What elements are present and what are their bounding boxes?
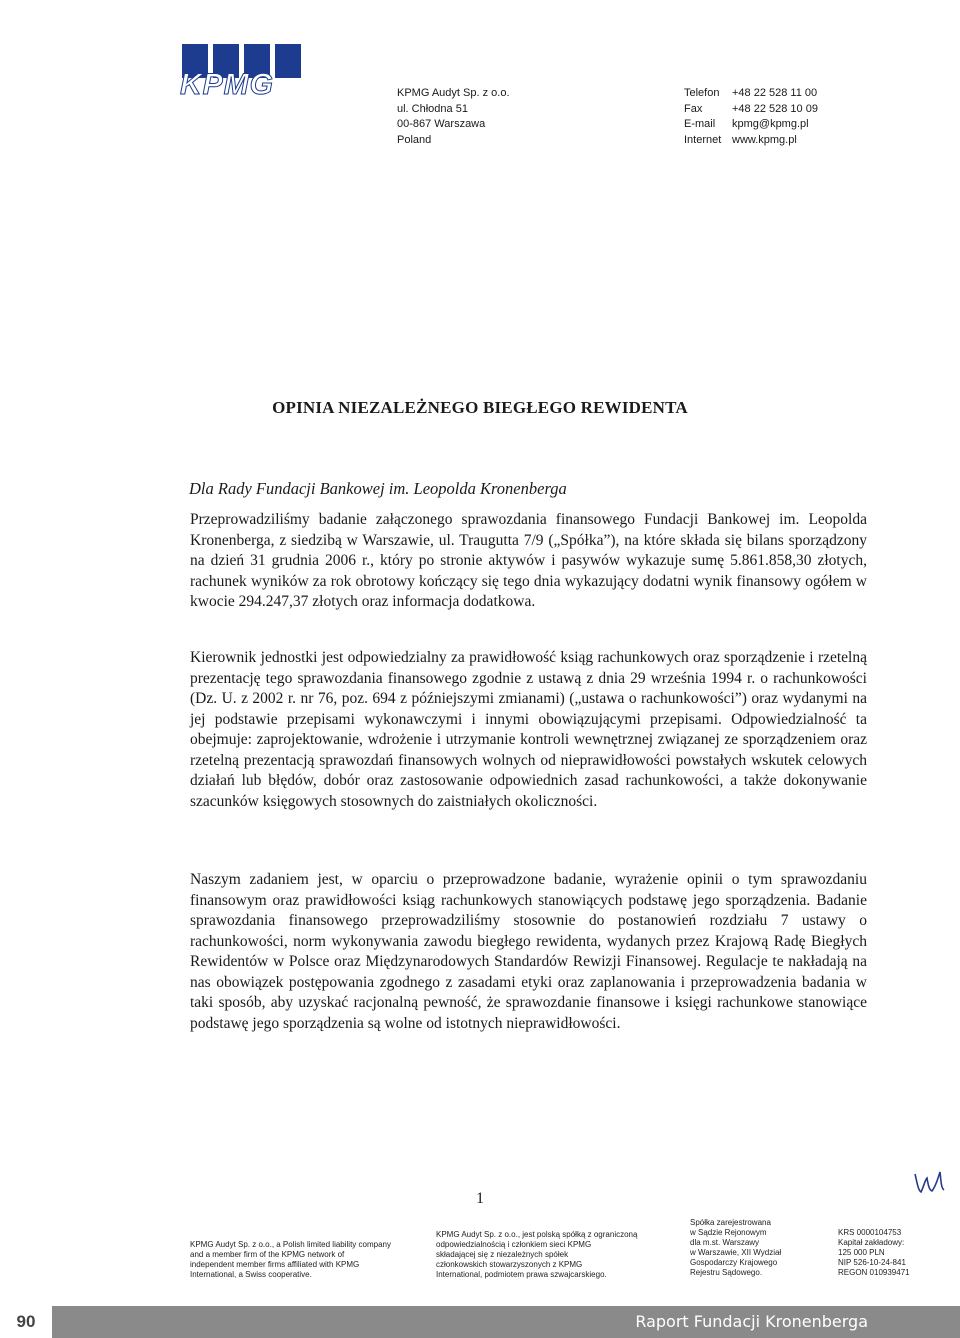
report-title: Raport Fundacji Kronenberga [635,1312,868,1331]
paragraph: Naszym zadaniem jest, w oparciu o przeprowadzone badanie, wyrażenie opinii o tym sprawozdaniu finansowym oraz prawidłowości ksiąg rachunkowych stanowiących podstawę jego sporządzenia. Badanie sprawozdania finansowego przeprowadziliśmy stosownie do postanowień rozdziału 7 ustawy o rachunkowości, norm wykonywania zawodu biegłego rewidenta, wydanych przez Krajową Radę Biegłych Rewidentów w Polsce oraz Międzynarodowych Standardów Rewizji Finansowej. Regulacje te nakładają na nas obowiązek postępowania zgodnego z zasadami etyki oraz zaplanowania i przeprowadzenia badania w taki sposób, aby uzyskać racjonalną pewność, że sprawozdanie finansowe i księgi rachunkowe stanowiące podstawę jego sporządzenia są wolne od istotnych nieprawidłowości. [190,871,867,1032]
footer-legal-pl: KPMG Audyt Sp. z o.o., jest polską spółką z ograniczoną odpowiedzialnością i członkiem sieci KPMG składającej się z niezależnych spółek członkowskich stowarzyszonych z KPMG International, podmiotem prawa szwajcarskiego. [436,1230,638,1279]
contact-phone: Telefon +48 22 528 11 00 [684,87,818,99]
paragraph: Przeprowadziliśmy badanie załączonego sprawozdania finansowego Fundacji Bankowej im. Leopolda Kronenberga, z siedzibą w Warszawie, ul. Traugutta 7/9 („Spółka”), na które składa się bilans sporządzony na dzień 31 grudnia 2006 r., który po stronie aktywów i pasywów wykazuje sumę 5.861.858,30 złotych, rachunek wyników za rok obrotowy kończący się tego dnia wykazujący dodatni wynik finansowy ogółem w kwocie 294.247,37 złotych oraz informacja dodatkowa. [190,511,867,610]
salutation: Dla Rady Fundacji Bankowej im. Leopolda Kronenberga [189,479,567,498]
footer-registration: Spółka zarejestrowana w Sądzie Rejonowym dla m.st. Warszawy w Warszawie, XII Wydział Gospodarczy Krajowego Rejestru Sądowego. [690,1218,782,1277]
footer-legal-en: KPMG Audyt Sp. z o.o., a Polish limited liability company and a member firm of the KPMG network of independent member firms affiliated with KPMG International, a Swiss cooperative. [190,1240,391,1279]
contact-fax: Fax +48 22 528 10 09 [684,102,818,115]
page-number: 1 [476,1190,484,1207]
address-line: Poland [397,133,432,146]
document-title: OPINIA NIEZALEŻNEGO BIEGŁEGO REWIDENTA [272,398,688,417]
logo-text: KPMG [180,68,274,101]
report-page-number: 90 [0,1306,52,1338]
contact-internet: Internet www.kpmg.pl [684,133,797,146]
address-line: ul. Chłodna 51 [397,102,468,115]
company-address [397,86,510,148]
paragraph: Kierownik jednostki jest odpowiedzialny za prawidłowość ksiąg rachunkowych oraz sporządzenie i rzetelną prezentację tego sprawozdania finansowego zgodnie z ustawą z dnia 29 września 1994 r. o rachunkowości (Dz. U. z 2002 r. nr 76, poz. 694 z późniejszymi zmianami) („ustawa o rachunkowości”) oraz wydanymi na jej podstawie przepisami wykonawczymi i innymi obowiązującymi przepisami. Odpowiedzialność ta obejmuje: zaprojektowanie, wdrożenie i utrzymanie kontroli wewnętrznej związanej ze sporządzeniem oraz rzetelną prezentacją sprawozdań finansowych wolnych od nieprawidłowości powstałych wskutek celowych działań lub błędów, dobór oraz zastosowanie odpowiednich zasad rachunkowości, a także dokonywanie szacunków księgowych stosownych do zaistniałych okoliczności. [190,649,867,810]
contact-email: E-mail kpmg@kpmg.pl [684,118,809,130]
initials-signature [912,1168,946,1196]
footer-registry-ids: KRS 0000104753 Kapitał zakładowy: 125 000 PLN NIP 526-10-24-841 REGON 010939471 [838,1228,910,1277]
report-footer-bar [0,1306,960,1338]
kpmg-logo [180,44,304,101]
address-line: KPMG Audyt Sp. z o.o. [397,87,510,99]
address-line: 00-867 Warszawa [397,118,486,130]
company-contacts [684,86,818,148]
